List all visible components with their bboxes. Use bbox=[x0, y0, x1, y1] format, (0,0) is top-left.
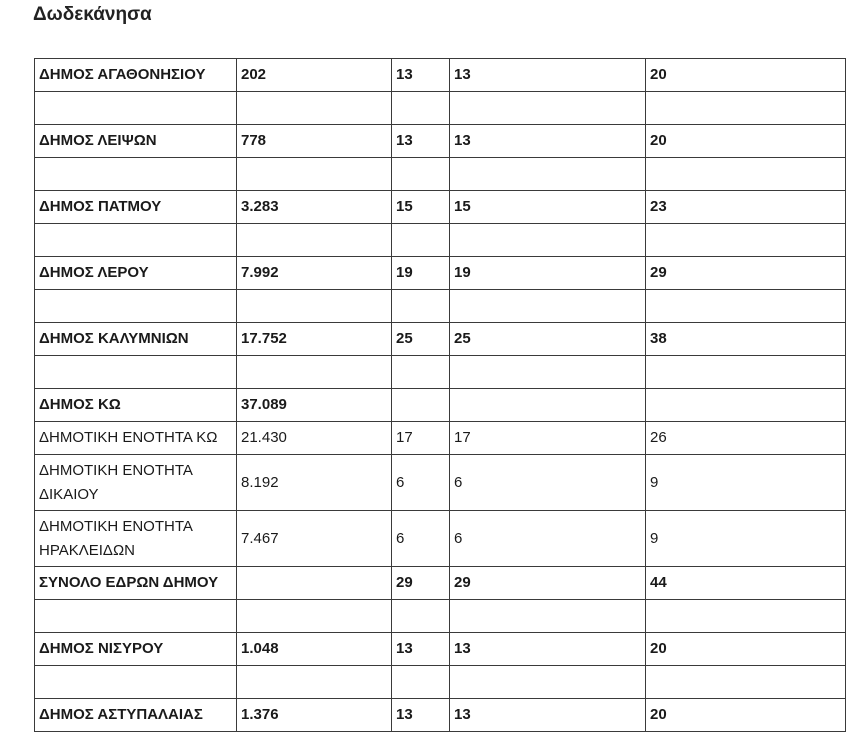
seats-alt-cell: 13 bbox=[450, 633, 646, 666]
seats-alt-cell: 29 bbox=[450, 567, 646, 600]
spacer-row bbox=[35, 158, 846, 191]
population-cell: 8.192 bbox=[237, 455, 392, 511]
name-cell: ΔΗΜΟΣ ΑΓΑΘΟΝΗΣΙΟΥ bbox=[35, 59, 237, 92]
table-row bbox=[35, 191, 846, 224]
name-cell bbox=[35, 290, 237, 323]
seats-alt-cell bbox=[450, 389, 646, 422]
seats-alt-cell bbox=[450, 158, 646, 191]
seats-cell bbox=[392, 158, 450, 191]
table-body bbox=[35, 59, 846, 732]
seats-cell: 6 bbox=[392, 511, 450, 567]
name-cell bbox=[35, 600, 237, 633]
population-cell: 17.752 bbox=[237, 323, 392, 356]
name-cell: ΔΗΜΟΣ ΚΑΛΥΜΝΙΩΝ bbox=[35, 323, 237, 356]
seats-cell bbox=[392, 224, 450, 257]
name-cell: ΔΗΜΟΣ ΚΩ bbox=[35, 389, 237, 422]
table-row bbox=[35, 455, 846, 511]
table-row bbox=[35, 59, 846, 92]
population-cell: 3.283 bbox=[237, 191, 392, 224]
table-row bbox=[35, 567, 846, 600]
seats-cell bbox=[392, 92, 450, 125]
population-cell: 21.430 bbox=[237, 422, 392, 455]
seats-alt-cell: 15 bbox=[450, 191, 646, 224]
population-cell: 1.048 bbox=[237, 633, 392, 666]
seats-alt-cell bbox=[450, 600, 646, 633]
seats-cell bbox=[392, 666, 450, 699]
population-cell: 37.089 bbox=[237, 389, 392, 422]
total-cell: 23 bbox=[646, 191, 846, 224]
spacer-row bbox=[35, 290, 846, 323]
total-cell bbox=[646, 389, 846, 422]
seats-alt-cell bbox=[450, 92, 646, 125]
population-cell bbox=[237, 666, 392, 699]
name-cell bbox=[35, 92, 237, 125]
seats-cell: 19 bbox=[392, 257, 450, 290]
seats-cell bbox=[392, 389, 450, 422]
name-cell: ΔΗΜΟΤΙΚΗ ΕΝΟΤΗΤΑ ΔΙΚΑΙΟΥ bbox=[35, 455, 237, 511]
seats-alt-cell: 17 bbox=[450, 422, 646, 455]
name-cell: ΔΗΜΟΣ ΑΣΤΥΠΑΛΑΙΑΣ bbox=[35, 699, 237, 732]
seats-cell: 6 bbox=[392, 455, 450, 511]
seats-alt-cell: 13 bbox=[450, 59, 646, 92]
name-cell: ΔΗΜΟΣ ΝΙΣΥΡΟΥ bbox=[35, 633, 237, 666]
seats-cell: 25 bbox=[392, 323, 450, 356]
seats-cell: 15 bbox=[392, 191, 450, 224]
seats-alt-cell: 13 bbox=[450, 699, 646, 732]
seats-cell: 13 bbox=[392, 59, 450, 92]
table-row bbox=[35, 633, 846, 666]
spacer-row bbox=[35, 356, 846, 389]
seats-cell: 17 bbox=[392, 422, 450, 455]
table-row bbox=[35, 699, 846, 732]
table-row bbox=[35, 323, 846, 356]
total-cell: 38 bbox=[646, 323, 846, 356]
total-cell: 9 bbox=[646, 455, 846, 511]
population-cell: 1.376 bbox=[237, 699, 392, 732]
total-cell: 9 bbox=[646, 511, 846, 567]
spacer-row bbox=[35, 666, 846, 699]
spacer-row bbox=[35, 600, 846, 633]
seats-alt-cell: 25 bbox=[450, 323, 646, 356]
seats-cell: 13 bbox=[392, 633, 450, 666]
seats-cell: 29 bbox=[392, 567, 450, 600]
population-cell: 7.467 bbox=[237, 511, 392, 567]
seats-alt-cell bbox=[450, 290, 646, 323]
name-cell bbox=[35, 224, 237, 257]
spacer-row bbox=[35, 92, 846, 125]
table-row bbox=[35, 257, 846, 290]
seats-cell bbox=[392, 290, 450, 323]
total-cell: 20 bbox=[646, 59, 846, 92]
seats-cell bbox=[392, 600, 450, 633]
table-row bbox=[35, 125, 846, 158]
seats-alt-cell: 19 bbox=[450, 257, 646, 290]
name-cell bbox=[35, 356, 237, 389]
name-cell: ΔΗΜΟΣ ΛΕΙΨΩΝ bbox=[35, 125, 237, 158]
name-cell: ΣΥΝΟΛΟ ΕΔΡΩΝ ΔΗΜΟΥ bbox=[35, 567, 237, 600]
municipalities-table bbox=[34, 58, 846, 732]
total-cell: 20 bbox=[646, 633, 846, 666]
population-cell: 202 bbox=[237, 59, 392, 92]
population-cell bbox=[237, 356, 392, 389]
name-cell: ΔΗΜΟΣ ΛΕΡΟΥ bbox=[35, 257, 237, 290]
population-cell: 778 bbox=[237, 125, 392, 158]
total-cell bbox=[646, 158, 846, 191]
seats-alt-cell bbox=[450, 666, 646, 699]
total-cell bbox=[646, 600, 846, 633]
total-cell: 29 bbox=[646, 257, 846, 290]
table-row bbox=[35, 422, 846, 455]
population-cell bbox=[237, 92, 392, 125]
total-cell bbox=[646, 290, 846, 323]
table-row bbox=[35, 511, 846, 567]
page-title: Δωδεκάνησα bbox=[33, 4, 152, 25]
total-cell: 20 bbox=[646, 125, 846, 158]
spacer-row bbox=[35, 224, 846, 257]
seats-cell: 13 bbox=[392, 125, 450, 158]
total-cell: 26 bbox=[646, 422, 846, 455]
population-cell bbox=[237, 567, 392, 600]
total-cell bbox=[646, 92, 846, 125]
seats-alt-cell: 6 bbox=[450, 455, 646, 511]
population-cell: 7.992 bbox=[237, 257, 392, 290]
seats-cell: 13 bbox=[392, 699, 450, 732]
seats-cell bbox=[392, 356, 450, 389]
seats-alt-cell: 13 bbox=[450, 125, 646, 158]
name-cell bbox=[35, 666, 237, 699]
name-cell: ΔΗΜΟΤΙΚΗ ΕΝΟΤΗΤΑ ΗΡΑΚΛΕΙΔΩΝ bbox=[35, 511, 237, 567]
seats-alt-cell bbox=[450, 356, 646, 389]
name-cell: ΔΗΜΟΣ ΠΑΤΜΟΥ bbox=[35, 191, 237, 224]
population-cell bbox=[237, 224, 392, 257]
total-cell bbox=[646, 224, 846, 257]
total-cell bbox=[646, 356, 846, 389]
seats-alt-cell: 6 bbox=[450, 511, 646, 567]
total-cell bbox=[646, 666, 846, 699]
population-cell bbox=[237, 158, 392, 191]
name-cell bbox=[35, 158, 237, 191]
total-cell: 44 bbox=[646, 567, 846, 600]
total-cell: 20 bbox=[646, 699, 846, 732]
population-cell bbox=[237, 290, 392, 323]
seats-alt-cell bbox=[450, 224, 646, 257]
name-cell: ΔΗΜΟΤΙΚΗ ΕΝΟΤΗΤΑ ΚΩ bbox=[35, 422, 237, 455]
table-row bbox=[35, 389, 846, 422]
population-cell bbox=[237, 600, 392, 633]
